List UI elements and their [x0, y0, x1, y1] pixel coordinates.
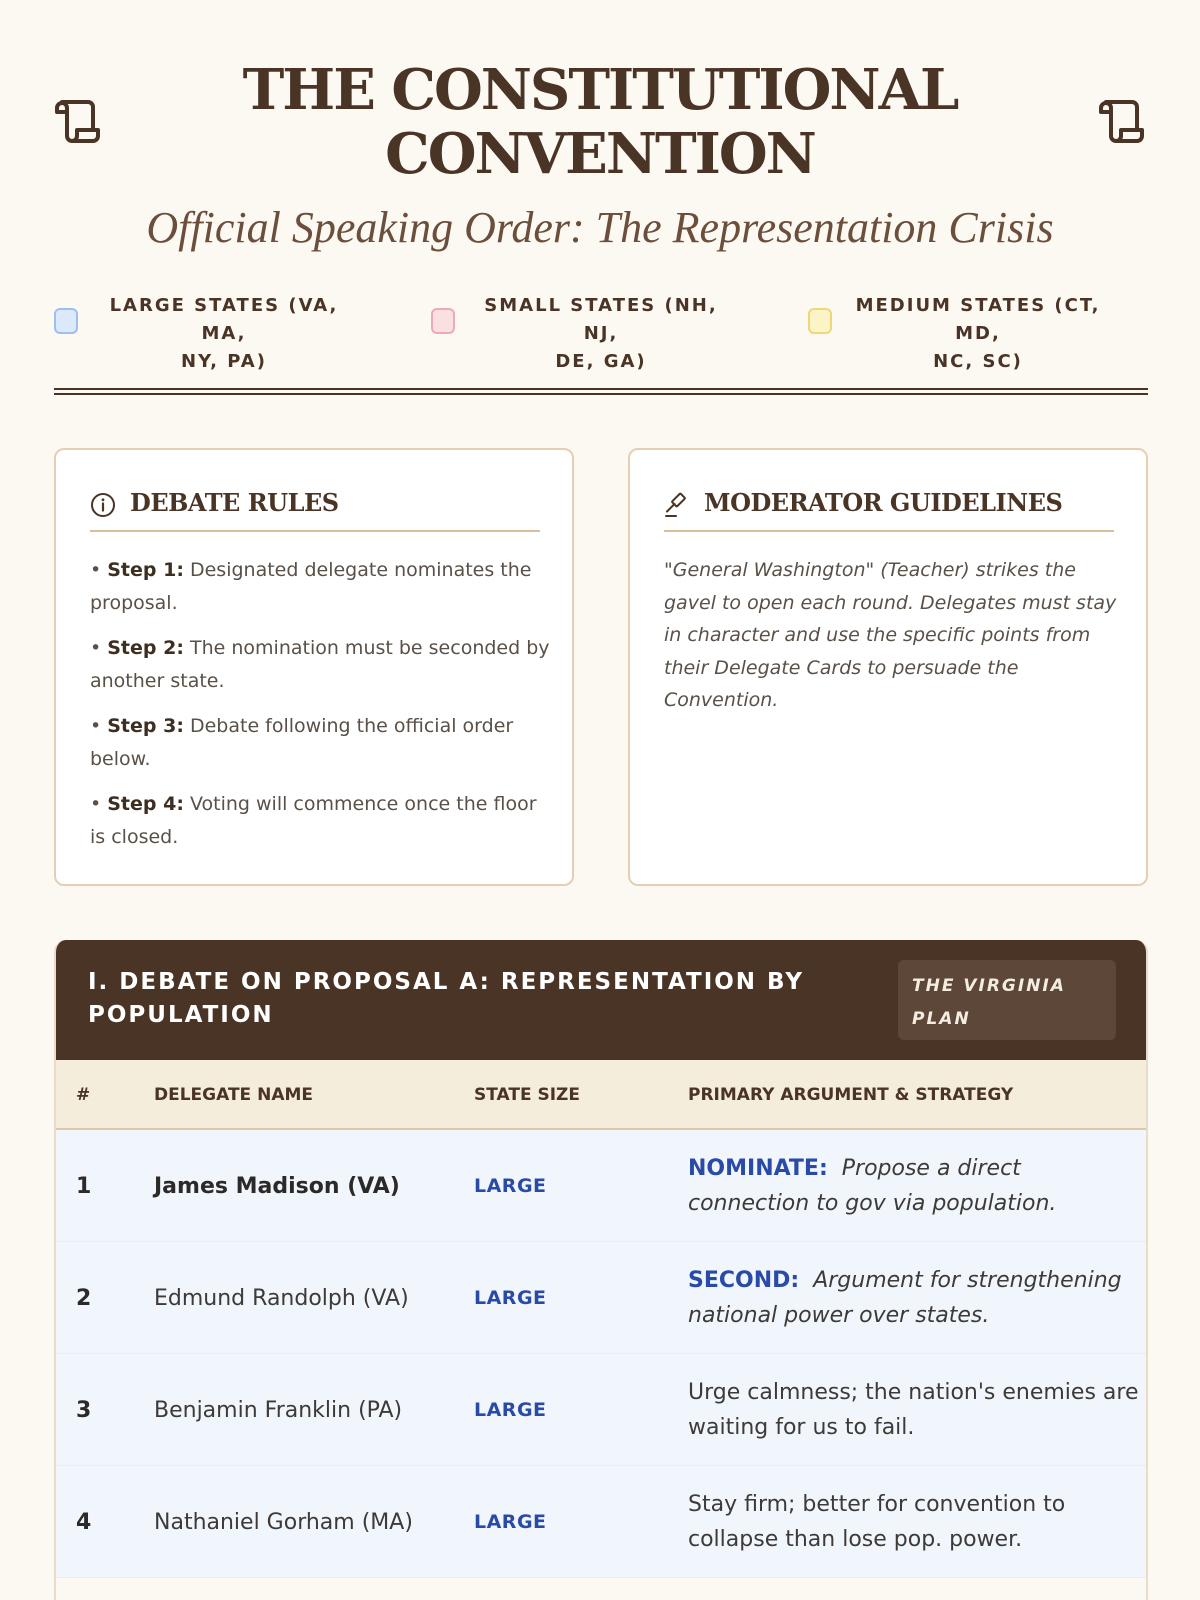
card-title: DEBATE RULES	[130, 488, 339, 517]
argument-cell	[688, 1354, 1140, 1466]
moderator-text: "General Washington" (Teacher) strikes the gavel to open each round. Delegates must stay in character and use the specific points from their Delegate Cards to persuade the Convention.	[664, 559, 1117, 711]
legend-label: SMALL STATES (NH, NJ, DE, GA)	[484, 295, 718, 372]
column-header-name: DELEGATE NAME	[154, 1085, 314, 1105]
debate-rules-card	[54, 448, 574, 886]
state-size: LARGE	[474, 1175, 547, 1197]
legend-label: LARGE STATES (VA, MA, NY, PA)	[109, 295, 339, 372]
state-legend	[54, 292, 1148, 372]
argument-tag: SECOND:	[688, 1268, 800, 1293]
plan-badge: THE VIRGINIA PLAN	[898, 960, 1116, 1040]
legend-swatch	[808, 308, 832, 334]
card-header	[664, 480, 1114, 532]
legend-label: MEDIUM STATES (CT, MD, NC, SC)	[855, 295, 1101, 372]
rule-item: • Step 4: Voting will commence once the floor is closed.	[90, 793, 537, 848]
argument-cell	[688, 1130, 1140, 1242]
section-title: I. DEBATE ON PROPOSAL A: REPRESENTATION BY POPULATION	[88, 969, 804, 1028]
column-header-size: STATE SIZE	[474, 1085, 580, 1105]
delegate-name: Edmund Randolph (VA)	[154, 1285, 409, 1311]
column-header-argument: PRIMARY ARGUMENT & STRATEGY	[688, 1085, 1014, 1105]
legend-swatch	[431, 308, 455, 334]
card-title: MODERATOR GUIDELINES	[704, 488, 1063, 517]
proposal-a-section	[54, 940, 1148, 1600]
gavel-icon	[664, 492, 690, 518]
argument-text: Urge calmness; the nation's enemies are waiting for us to fail.	[688, 1380, 1139, 1440]
row-number: 1	[76, 1173, 92, 1199]
argument-cell	[688, 1466, 1140, 1578]
rule-item: • Step 2: The nomination must be seconded by another state.	[90, 637, 550, 692]
moderator-card	[628, 448, 1148, 886]
table-row	[56, 1242, 1148, 1354]
scroll-icon	[52, 94, 104, 146]
page-subtitle: Official Speaking Order: The Representation Crisis	[146, 203, 1054, 252]
argument-text: Stay firm; better for convention to collapse than lose pop. power.	[688, 1492, 1066, 1552]
card-header	[90, 480, 540, 532]
argument-text: Argument for strengthening national power over states.	[688, 1268, 1122, 1328]
legend-swatch	[54, 308, 78, 334]
rule-item: • Step 1: Designated delegate nominates the proposal.	[90, 559, 532, 614]
page-title: THE CONSTITUTIONAL CONVENTION	[242, 57, 958, 187]
state-size: LARGE	[474, 1287, 547, 1309]
table-row	[56, 1466, 1148, 1578]
header-divider	[54, 388, 1148, 395]
delegate-name: Nathaniel Gorham (MA)	[154, 1509, 413, 1535]
table-row	[56, 1130, 1148, 1242]
info-icon	[90, 492, 116, 518]
rules-list	[90, 554, 550, 866]
table-row	[56, 1354, 1148, 1466]
rule-item: • Step 3: Debate following the official order below.	[90, 715, 514, 770]
state-size: LARGE	[474, 1511, 547, 1533]
argument-cell	[688, 1242, 1140, 1354]
argument-text: Propose a direct connection to gov via population.	[688, 1156, 1057, 1216]
delegate-name: Benjamin Franklin (PA)	[154, 1397, 403, 1423]
row-number: 4	[76, 1509, 92, 1535]
scroll-icon	[1096, 94, 1148, 146]
row-number: 2	[76, 1285, 92, 1311]
column-header-number: #	[76, 1085, 91, 1105]
delegate-name: James Madison (VA)	[154, 1173, 400, 1199]
state-size: LARGE	[474, 1399, 547, 1421]
section-header	[56, 940, 1148, 1060]
row-number: 3	[76, 1397, 92, 1423]
argument-tag: NOMINATE:	[688, 1156, 828, 1181]
table-header	[56, 1060, 1148, 1130]
